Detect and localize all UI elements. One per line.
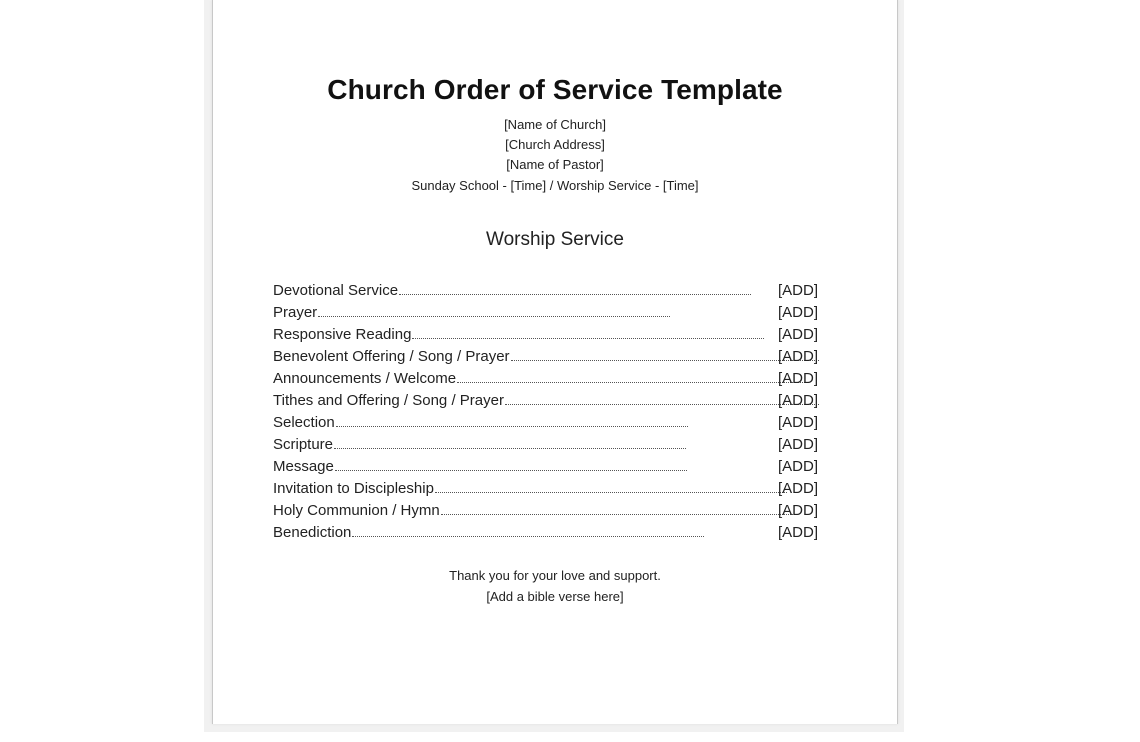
dot-leader	[441, 513, 793, 515]
program-item-label: Invitation to Discipleship	[273, 480, 434, 497]
dot-leader	[399, 293, 751, 295]
program-item-value: [ADD]	[778, 524, 819, 541]
pastor-name-line: [Name of Pastor]	[506, 157, 604, 172]
program-item-value: [ADD]	[778, 370, 819, 387]
program-item-label: Benediction	[273, 524, 352, 541]
program-row	[273, 348, 823, 370]
dot-leader	[457, 381, 809, 383]
program-row	[273, 392, 823, 414]
dot-leader	[511, 359, 819, 361]
program-item-value: [ADD]	[778, 304, 819, 321]
program-row	[273, 502, 823, 524]
thank-you-line: Thank you for your love and support.	[449, 568, 661, 583]
program-item-label: Selection	[273, 414, 335, 431]
program-item-value: [ADD]	[778, 392, 819, 409]
church-name-line: [Name of Church]	[504, 117, 606, 132]
section-heading: Worship Service	[486, 229, 624, 250]
program-row	[273, 480, 823, 502]
church-address-line: [Church Address]	[505, 137, 605, 152]
program-row	[273, 524, 823, 546]
program-item-value: [ADD]	[778, 436, 819, 453]
dot-leader	[412, 337, 764, 339]
dot-leader	[505, 403, 819, 405]
program-list	[273, 282, 823, 546]
program-row	[273, 326, 823, 348]
program-row	[273, 370, 823, 392]
program-row	[273, 304, 823, 326]
dot-leader	[435, 491, 787, 493]
program-item-value: [ADD]	[778, 414, 819, 431]
program-item-label: Prayer	[273, 304, 318, 321]
program-item-label: Devotional Service	[273, 282, 399, 299]
program-item-value: [ADD]	[778, 348, 819, 365]
document-title: Church Order of Service Template	[327, 74, 783, 105]
dot-leader	[352, 535, 704, 537]
program-item-label: Benevolent Offering / Song / Prayer	[273, 348, 510, 365]
program-row	[273, 458, 823, 480]
bible-verse-line: [Add a bible verse here]	[486, 589, 624, 604]
program-item-label: Tithes and Offering / Song / Prayer	[273, 392, 504, 409]
document-page	[212, 0, 898, 724]
program-item-value: [ADD]	[778, 480, 819, 497]
program-item-value: [ADD]	[778, 282, 819, 299]
dot-leader	[336, 425, 688, 427]
program-item-label: Announcements / Welcome	[273, 370, 457, 387]
program-item-label: Responsive Reading	[273, 326, 412, 343]
service-times-line: Sunday School - [Time] / Worship Service - [Time]	[411, 178, 699, 193]
program-row	[273, 414, 823, 436]
program-item-value: [ADD]	[778, 502, 819, 519]
program-item-value: [ADD]	[778, 326, 819, 343]
program-item-label: Holy Communion / Hymn	[273, 502, 440, 519]
dot-leader	[334, 447, 686, 449]
program-row	[273, 282, 823, 304]
program-item-label: Message	[273, 458, 334, 475]
program-item-label: Scripture	[273, 436, 334, 453]
dot-leader	[318, 315, 670, 317]
dot-leader	[335, 469, 687, 471]
program-row	[273, 436, 823, 458]
program-item-value: [ADD]	[778, 458, 819, 475]
